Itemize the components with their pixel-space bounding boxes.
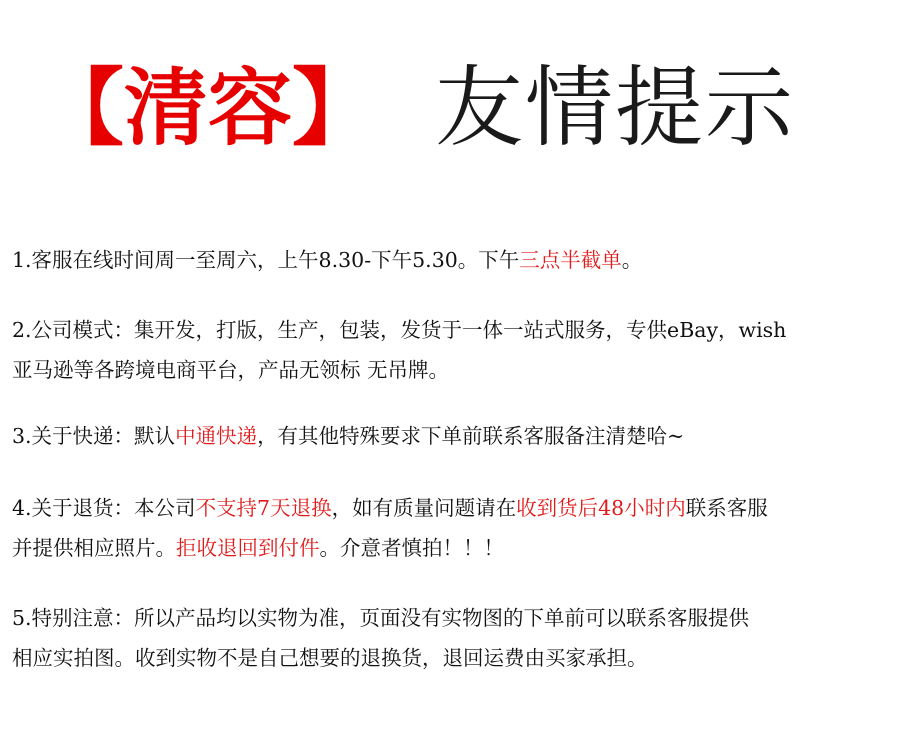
notice-text: 。 [621,248,643,272]
page-title: 友情提示 [435,56,796,159]
notice-text: 。介意者慎拍！！！ [319,536,504,560]
notice-line: 2.公司模式：集开发，打版，生产，包装，发货于一体一站式服务，专供eBay，wish [12,318,787,342]
notice-line: 亚马逊等各跨境电商平台，产品无领标 无吊牌。 [12,358,450,382]
notice-company-mode [12,310,892,390]
notice-line: 相应实拍图。收到实物不是自己想要的退换货，退回运费由买家承担。 [12,646,648,670]
notice-highlight: 中通快递 [175,424,258,448]
notice-express [12,416,892,456]
notice-service-hours [12,240,892,280]
notice-returns [12,488,892,568]
notice-line: 5.特别注意：所以产品均以实物为准，页面没有实物图的下单前可以联系客服提供 [12,606,750,630]
notice-line [12,528,892,568]
notice-highlight: 不支持7天退换 [195,496,332,520]
notice-special-attention [12,598,892,678]
notice-highlight: 拒收退回到付件 [176,536,320,560]
notice-text: 1.客服在线时间周一至周六，上午8.30-下午5.30。下午 [12,248,520,272]
notice-text: ，有其他特殊要求下单前联系客服备注清楚哈~ [257,424,685,448]
notice-text: ，如有质量问题请在 [331,496,517,520]
notice-text: 4.关于退货：本公司 [12,496,196,520]
notice-text: 联系客服 [685,496,768,520]
notice-line [12,488,892,528]
brand-name: 【清容】 [40,58,377,157]
notice-highlight: 三点半截单 [519,248,622,272]
notice-highlight: 收到货后48小时内 [516,496,686,520]
notice-text: 并提供相应照片。 [12,536,176,560]
notice-text: 3.关于快递：默认 [12,424,176,448]
